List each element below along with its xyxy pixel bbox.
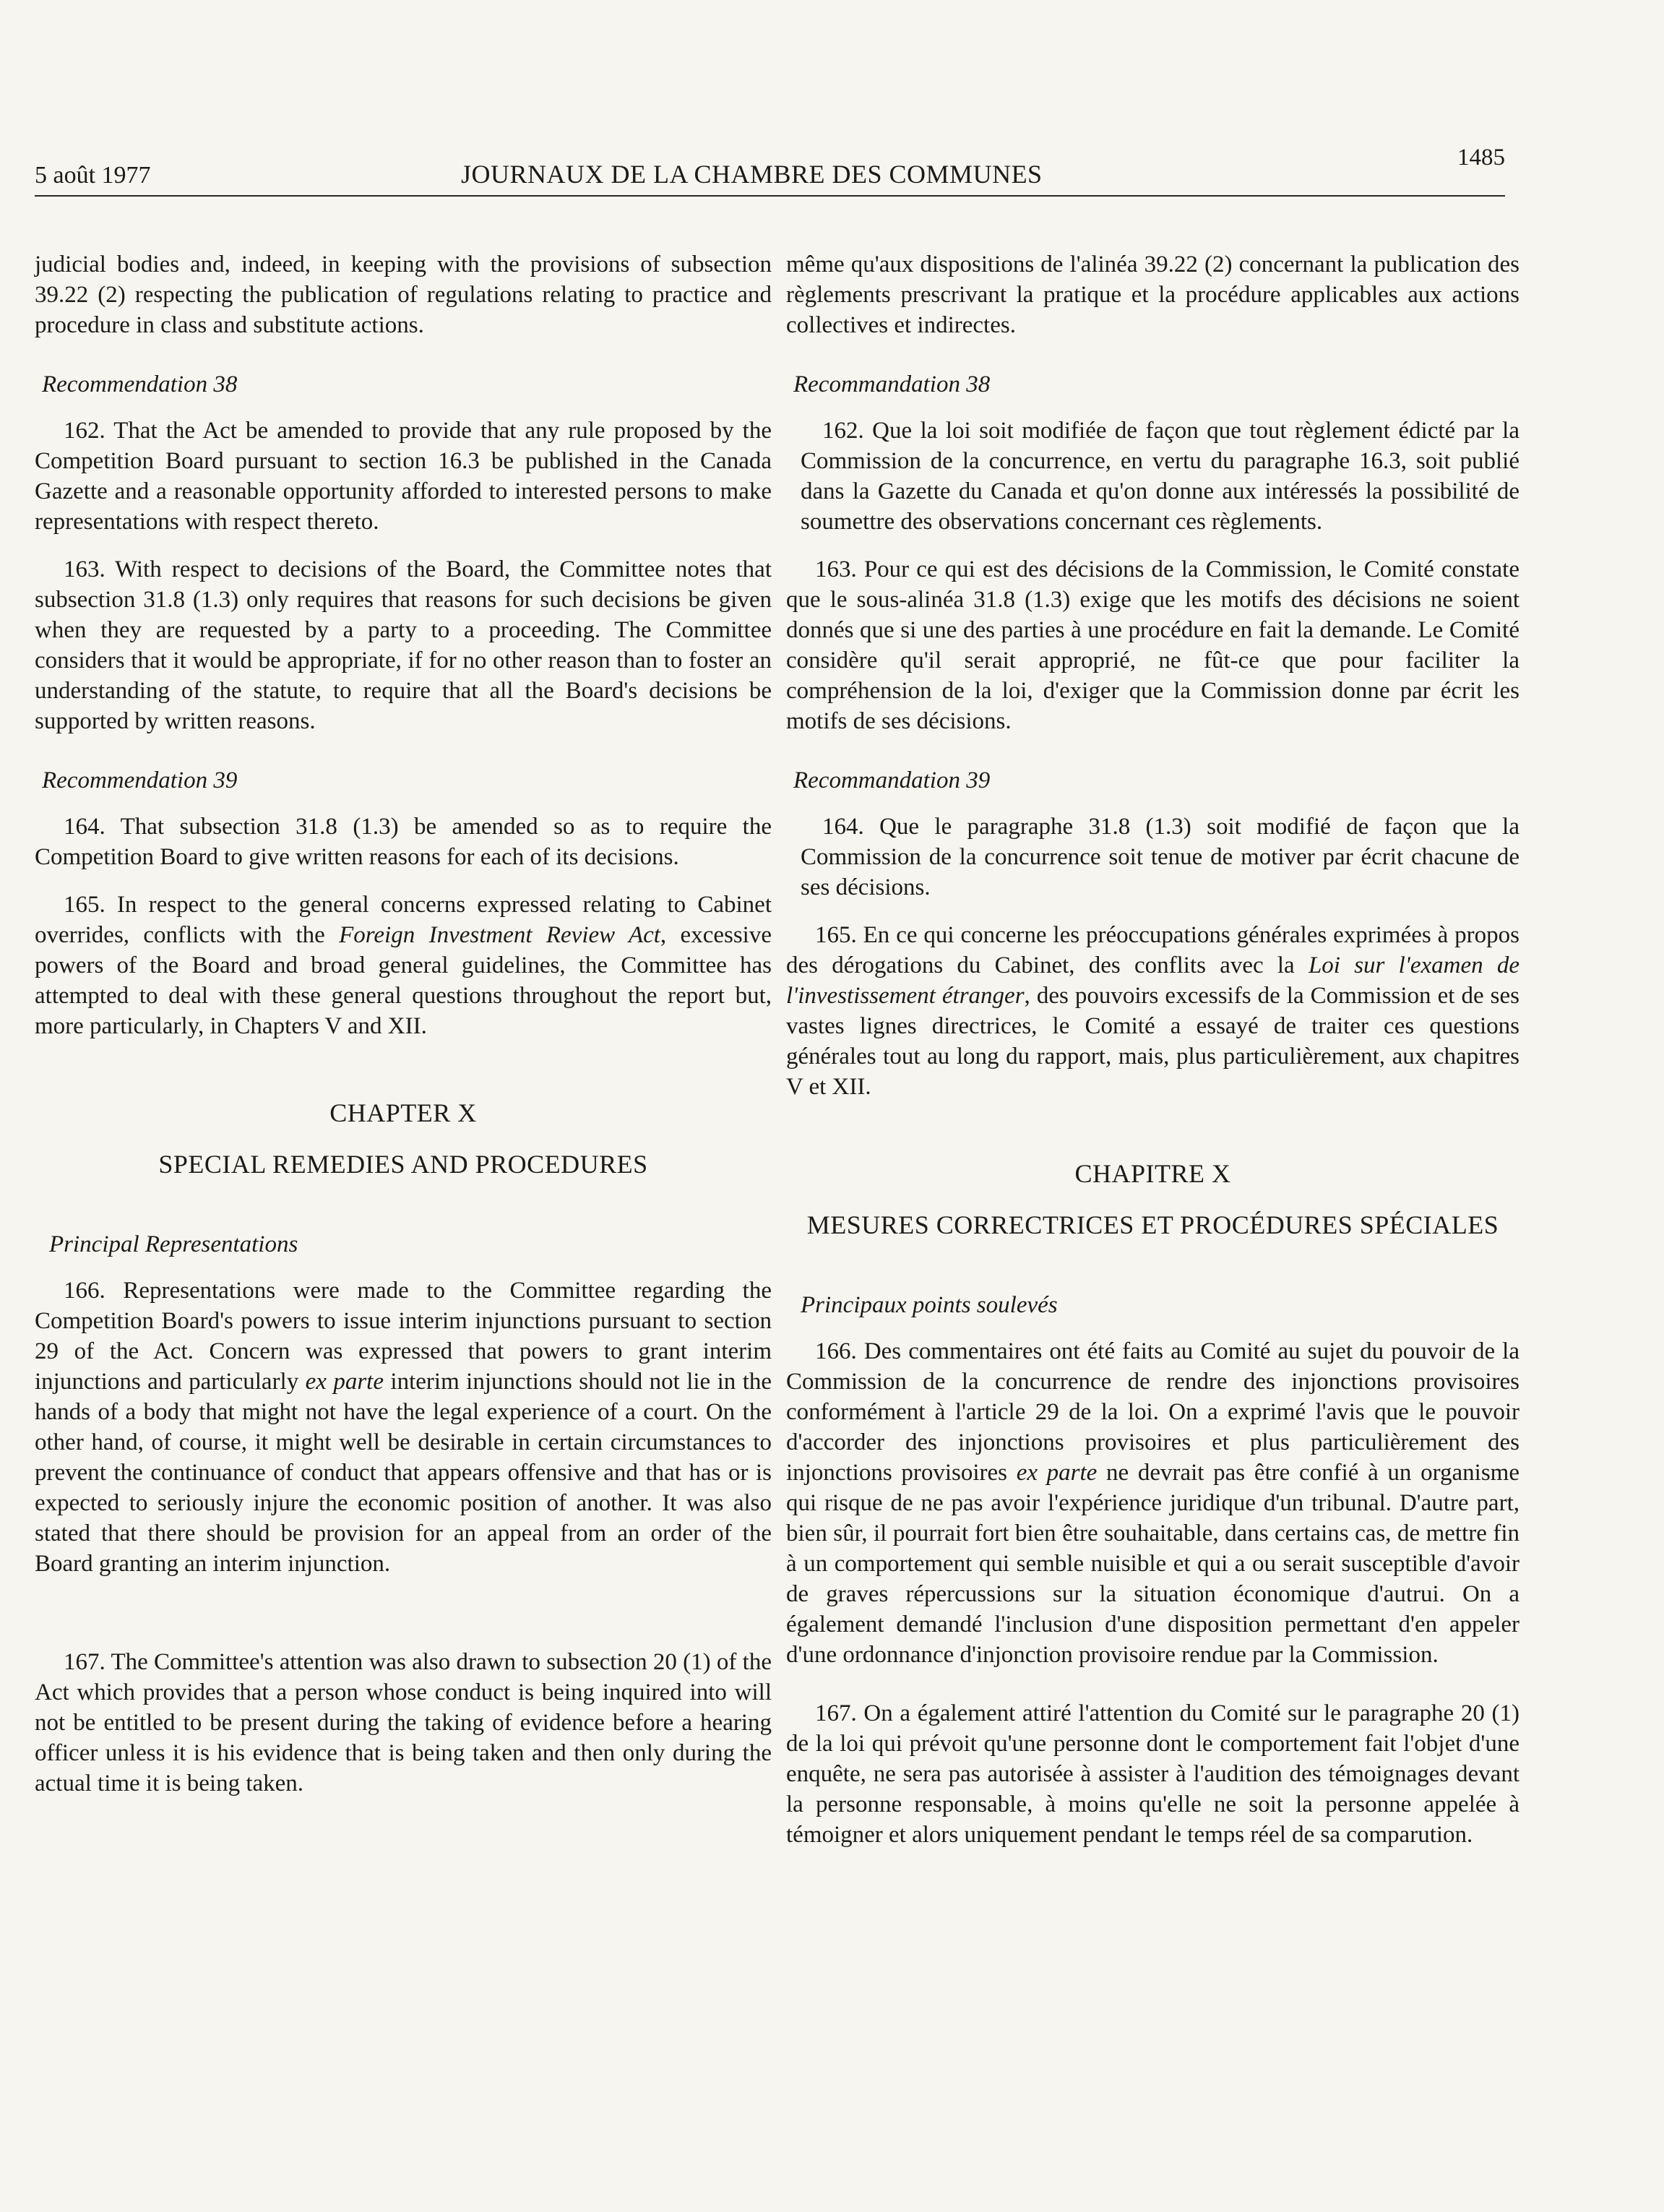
paragraph-163-en: 163. With respect to decisions of the Board, the Committee notes that subsection 31.8 (1.3) only requires that reasons for such decisions be given when they are requested by a party to a proceeding. The Committee considers that it would be appropriate, if for no other reason than to foster an understanding of the statute, to require that all the Board's decisions be supported by written reasons. [35,556,772,734]
paragraph-166-en: 166. Representations were made to the Committee regarding the Competition Board's powers to issue interim injunctions pursuant to section 29 of the Act. Concern was expressed that powers to grant interim injunctions and particularly ex parte interim injunctions should not lie in the hands of a body that might not have the legal experience of a court. On the other hand, of course, it might well be desirable in certain circumstances to prevent the continuance of conduct that appears offensive and that has or is expected to seriously injure the economic position of another. It was also stated that there should be provision for an appeal from an order of the Board granting an interim injunction. [35,1278,772,1577]
chapter-title-fr: MESURES CORRECTRICES ET PROCÉDURES SPÉCIALES [806,1210,1499,1239]
paragraph-167-fr: 167. On a également attiré l'attention du Comité sur le paragraphe 20 (1) de la loi qui prévoit qu'une personne dont le comportement fait l'objet d'une enquête, ne sera pas autorisée à assister à l'audition des témoignages devant la personne responsable, à moins qu'elle ne soit la personne appelée à témoigner et alors uniquement pendant le temps réel de sa comparution. [786,1700,1519,1848]
loi-examen-investissement-title: Loi sur l'examen de l'investissement étranger [786,952,1519,1009]
chapter-heading-fr: CHAPITRE X [1074,1159,1231,1188]
paragraph-166-fr: 166. Des commentaires ont été faits au Comité au sujet du pouvoir de la Commission de la concurrence de rendre des injonctions provisoires conformément à l'article 29 de la loi. On a exprimé l'avis que le pouvoir d'accorder des injonctions provisoires et plus particulièrement des injonctions provisoires ex parte ne devrait pas être confié à un organisme qui risque de ne pas avoir l'expérience juridique d'un tribunal. D'autre part, bien sûr, il pourrait fort bien être souhaitable, dans certains cas, de mettre fin à un comportement qui semble nuisible et qui a ou serait susceptible d'avoir de graves répercussions sur la situation économique d'autrui. On a également demandé l'inclusion d'une disposition permettant d'en appeler d'une ordonnance d'injonction provisoire rendue par la Commission. [786,1338,1519,1668]
paragraph-162-en: 162. That the Act be amended to provide that any rule proposed by the Competition Board pursuant to section 16.3 be published in the Canada Gazette and a reasonable opportunity afforded to interested persons to make representations with respect thereto. [35,418,772,535]
chapter-heading-en: CHAPTER X [329,1098,477,1127]
chapter-title-en: SPECIAL REMEDIES AND PROCEDURES [158,1150,648,1179]
paragraph-165-fr: 165. En ce qui concerne les préoccupations générales exprimées à propos des dérogations du Cabinet, des conflits avec la Loi sur l'examen de l'investissement étranger, des pouvoirs excessifs de la Commission et de ses vastes lignes directrices, le Comité a essayé de traiter ces questions générales tout au long du rapport, mais, plus particulièrement, aux chapitres V et XII. [786,922,1519,1100]
french-column [786,249,1519,1867]
page-number: 1485 [1457,145,1505,171]
paragraph-164-en: 164. That subsection 31.8 (1.3) be amended so as to require the Competition Board to give written reasons for each of its decisions. [35,814,772,870]
recommendation-39-heading-en: Recommendation 39 [42,767,238,793]
paragraph-intro-fr: même qu'aux dispositions de l'alinéa 39.22 (2) concernant la publication des règlements prescrivant la pratique et la procédure applicables aux actions collectives et indirectes. [786,251,1519,338]
recommendation-38-heading-fr: Recommandation 38 [793,371,991,397]
ex-parte-term-en: ex parte [305,1369,384,1395]
foreign-investment-review-act-title: Foreign Investment Review Act [339,922,660,948]
header-date: 5 août 1977 [35,162,151,189]
paragraph-165-en: 165. In respect to the general concerns expressed relating to Cabinet overrides, conflicts with the Foreign Investment Review Act, excessive powers of the Board and broad general guidelines, the Committee has attempted to deal with these general questions throughout the report but, more particularly, in Chapters V and XII. [35,892,772,1039]
section-heading-fr: Principaux points soulevés [801,1292,1058,1318]
ex-parte-term-fr: ex parte [1016,1460,1098,1486]
header-title: JOURNAUX DE LA CHAMBRE DES COMMUNES [461,160,1043,189]
paragraph-164-fr: 164. Que le paragraphe 31.8 (1.3) soit modifié de façon que la Commission de la concurrence soit tenue de motiver par écrit chacune de ses décisions. [801,814,1519,900]
english-column [35,249,772,1816]
paragraph-intro-en: judicial bodies and, indeed, in keeping with the provisions of subsection 39.22 (2) respecting the publication of regulations relating to practice and procedure in class and substitute actions. [35,251,772,338]
recommendation-39-heading-fr: Recommandation 39 [793,767,991,793]
recommendation-38-heading-en: Recommendation 38 [42,371,238,397]
paragraph-167-en: 167. The Committee's attention was also drawn to subsection 20 (1) of the Act which provides that a person whose conduct is being inquired into will not be entitled to be present during the taking of evidence before a hearing officer unless it is his evidence that is being taken and then only during the actual time it is being taken. [35,1649,772,1796]
page-header [35,145,1505,197]
paragraph-163-fr: 163. Pour ce qui est des décisions de la Commission, le Comité constate que le sous-alinéa 31.8 (1.3) exige que les motifs des décisions ne soient donnés que si une des parties à une procédure en fait la demande. Le Comité considère qu'il serait approprié, ne fût-ce que pour faciliter la compréhension de la loi, d'exiger que la Commission donne par écrit les motifs de ses décisions. [786,556,1519,734]
header-rule [35,195,1505,197]
paragraph-162-fr: 162. Que la loi soit modifiée de façon que tout règlement édicté par la Commission de la concurrence, en vertu du paragraphe 16.3, soit publié dans la Gazette du Canada et qu'on donne aux intéressés la possibilité de soumettre des observations concernant ces règlements. [801,418,1519,535]
section-heading-en: Principal Representations [49,1231,298,1257]
